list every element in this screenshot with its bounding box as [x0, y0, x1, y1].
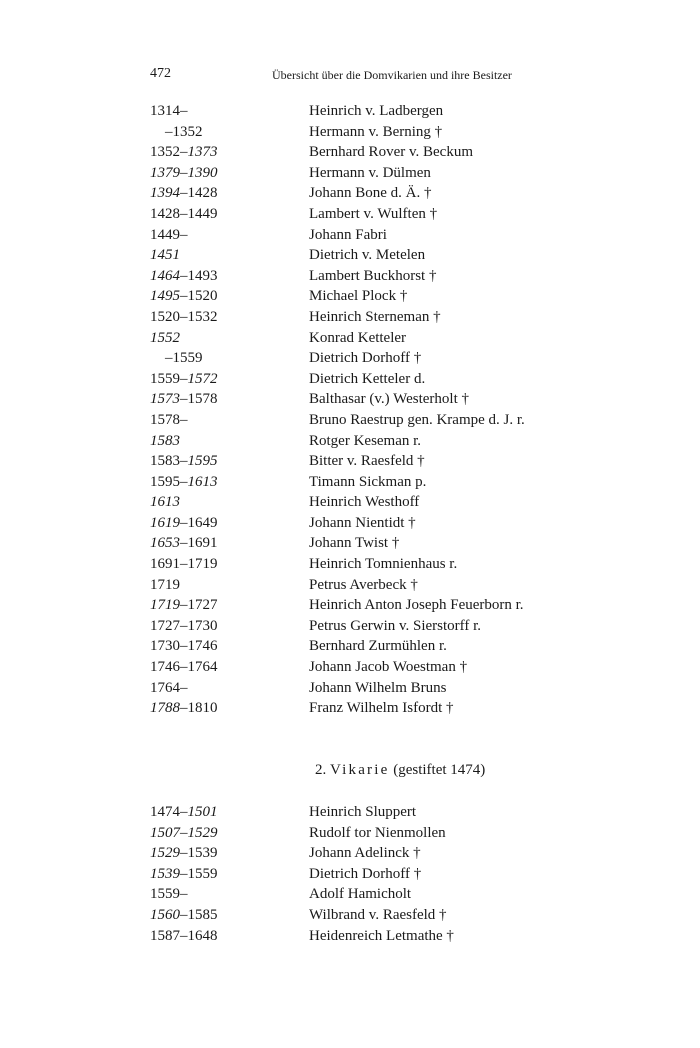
vicar-name: Johann Fabri: [309, 226, 387, 243]
vicar-name: Johann Twist †: [309, 535, 400, 552]
vicar-name: Bitter v. Raesfeld †: [309, 453, 425, 470]
vicar-name: Wilbrand v. Raesfeld †: [309, 906, 447, 923]
tenure-dates: [150, 843, 218, 864]
list-row: [0, 451, 700, 472]
tenure-dates: [150, 307, 218, 328]
date-part: 1595–: [150, 473, 188, 490]
tenure-dates: [150, 369, 218, 390]
date-part: 1428–1449: [150, 205, 218, 222]
date-part: –1578: [180, 391, 218, 408]
date-part: –1559: [180, 865, 218, 882]
list-row: [0, 513, 700, 534]
section-word: Vikarie: [330, 762, 390, 778]
list-row: [0, 616, 700, 637]
tenure-dates: [150, 864, 218, 885]
tenure-dates: [150, 513, 218, 534]
date-part: –1649: [180, 514, 218, 531]
tenure-dates: [150, 122, 203, 143]
list-row: [0, 905, 700, 926]
date-part-italic: 1495: [150, 288, 180, 305]
list-row: [0, 657, 700, 678]
date-part: 1352–: [150, 144, 188, 161]
date-part: 1314–: [150, 103, 188, 119]
date-part-italic: 1539: [150, 865, 180, 882]
list-row: [0, 472, 700, 493]
section-note: (gestiftet 1474): [393, 762, 486, 778]
tenure-dates: [150, 926, 218, 947]
list-row: [0, 225, 700, 246]
date-part-italic: 1573: [150, 391, 180, 408]
list-row: [0, 802, 700, 823]
date-part-italic: 1379–1390: [150, 164, 218, 181]
date-part-italic: 1619: [150, 514, 180, 531]
date-part-italic: 1560: [150, 906, 180, 923]
page-header: [150, 66, 560, 84]
tenure-dates: [150, 328, 180, 349]
vicar-name: Konrad Ketteler: [309, 329, 407, 346]
date-part-italic: 1613: [187, 473, 218, 490]
date-part: 1474–: [150, 804, 188, 820]
vicar-name: Timann Sickman p.: [309, 473, 427, 490]
vicar-name: Petrus Averbeck †: [309, 576, 418, 593]
tenure-dates: [150, 616, 218, 637]
date-part: –1428: [180, 185, 218, 202]
list-row: [0, 307, 700, 328]
list-row: [0, 348, 700, 369]
date-part: –1520: [180, 288, 218, 305]
vicar-name: Lambert Buckhorst †: [309, 267, 437, 284]
vicar-name: Rotger Keseman r.: [309, 432, 422, 449]
vicar-name: Johann Bone d. Ä. †: [309, 185, 432, 202]
list-row: [0, 575, 700, 596]
date-part: –1539: [180, 845, 218, 862]
tenure-dates: [150, 575, 180, 596]
date-part: 1746–1764: [150, 659, 218, 676]
vicar-name: Adolf Hamicholt: [309, 886, 412, 903]
list-row: [0, 122, 700, 143]
date-part: 1730–1746: [150, 638, 218, 655]
date-part-italic: 1373: [187, 144, 218, 161]
date-part: –1352: [150, 123, 203, 140]
list-row: [0, 492, 700, 513]
tenure-dates: [150, 389, 218, 410]
date-part-italic: 1583: [150, 432, 180, 449]
vicar-list-2: [0, 802, 700, 946]
tenure-dates: [150, 204, 218, 225]
list-row: [0, 266, 700, 287]
date-part: 1764–: [150, 679, 188, 696]
date-part-italic: 1507–1529: [150, 824, 218, 841]
vicar-name: Lambert v. Wulften †: [309, 205, 438, 222]
list-row: [0, 101, 700, 122]
list-row: [0, 533, 700, 554]
tenure-dates: [150, 225, 188, 246]
tenure-dates: [150, 657, 218, 678]
vicar-name: Johann Jacob Woestman †: [309, 659, 468, 676]
list-row: [0, 204, 700, 225]
date-part-italic: 1788: [150, 700, 180, 717]
tenure-dates: [150, 348, 203, 369]
tenure-dates: [150, 142, 218, 163]
date-part: 1719: [150, 576, 180, 593]
running-head: Übersicht über die Domvikarien und ihre Besitzer: [272, 68, 512, 82]
list-row: [0, 410, 700, 431]
tenure-dates: [150, 533, 218, 554]
list-row: [0, 864, 700, 885]
vicar-name: Bernhard Zurmühlen r.: [309, 638, 447, 655]
list-row: [0, 823, 700, 844]
date-part: 1520–1532: [150, 308, 218, 325]
tenure-dates: [150, 431, 180, 452]
date-part-italic: 1595: [187, 453, 218, 470]
tenure-dates: [150, 492, 180, 513]
vicar-name: Dietrich Dorhoff †: [309, 350, 422, 367]
date-part-italic: 1464: [150, 267, 180, 284]
vicar-name: Dietrich Dorhoff †: [309, 865, 422, 882]
tenure-dates: [150, 451, 218, 472]
tenure-dates: [150, 286, 218, 307]
date-part: –1810: [180, 700, 218, 717]
tenure-dates: [150, 554, 218, 575]
list-row: [0, 843, 700, 864]
list-row: [0, 431, 700, 452]
date-part: 1559–: [150, 370, 188, 387]
date-part-italic: 1394: [150, 185, 180, 202]
date-part: –1585: [180, 906, 218, 923]
date-part-italic: 1719: [150, 597, 180, 614]
section-heading: [315, 762, 485, 779]
date-part: 1578–: [150, 411, 188, 428]
vicar-name: Petrus Gerwin v. Sierstorff r.: [309, 617, 482, 634]
tenure-dates: [150, 678, 188, 699]
list-row: [0, 286, 700, 307]
date-part-italic: 1552: [150, 329, 180, 346]
vicar-name: Dietrich v. Metelen: [309, 247, 426, 264]
date-part: 1559–: [150, 886, 188, 903]
tenure-dates: [150, 823, 218, 844]
vicar-name: Heinrich Tomnienhaus r.: [309, 556, 458, 573]
date-part-italic: 1613: [150, 494, 180, 511]
date-part-italic: 1529: [150, 845, 180, 862]
vicar-name: Heinrich Sluppert: [309, 804, 417, 820]
date-part-italic: 1572: [187, 370, 218, 387]
tenure-dates: [150, 410, 188, 431]
date-part: 1587–1648: [150, 927, 218, 944]
tenure-dates: [150, 245, 180, 266]
tenure-dates: [150, 698, 218, 719]
vicar-name: Bernhard Rover v. Beckum: [309, 144, 473, 161]
date-part: 1727–1730: [150, 617, 218, 634]
date-part: –1691: [180, 535, 218, 552]
vicar-name: Johann Adelinck †: [309, 845, 421, 862]
tenure-dates: [150, 472, 218, 493]
list-row: [0, 884, 700, 905]
list-row: [0, 554, 700, 575]
vicar-name: Franz Wilhelm Isfordt †: [309, 700, 454, 717]
tenure-dates: [150, 163, 218, 184]
vicar-name: Heinrich v. Ladbergen: [309, 103, 444, 119]
list-row: [0, 698, 700, 719]
tenure-dates: [150, 595, 218, 616]
list-row: [0, 328, 700, 349]
date-part: –1559: [150, 350, 203, 367]
vicar-name: Hermann v. Berning †: [309, 123, 443, 140]
date-part-italic: 1451: [150, 247, 180, 264]
vicar-list-1: [0, 101, 700, 719]
tenure-dates: [150, 101, 188, 122]
vicar-name: Bruno Raestrup gen. Krampe d. J. r.: [309, 411, 525, 428]
list-row: [0, 369, 700, 390]
tenure-dates: [150, 266, 218, 287]
tenure-dates: [150, 802, 218, 823]
page-number: 472: [150, 66, 171, 81]
vicar-name: Heinrich Sterneman †: [309, 308, 441, 325]
vicar-name: Dietrich Ketteler d.: [309, 370, 426, 387]
vicar-name: Johann Nientidt †: [309, 514, 416, 531]
list-row: [0, 595, 700, 616]
date-part-italic: 1501: [187, 804, 218, 820]
list-row: [0, 389, 700, 410]
tenure-dates: [150, 636, 218, 657]
date-part-italic: 1653: [150, 535, 180, 552]
date-part: 1583–: [150, 453, 188, 470]
vicar-name: Rudolf tor Nienmollen: [309, 824, 446, 841]
vicar-name: Heinrich Westhoff: [309, 494, 420, 511]
section-number: 2.: [315, 762, 327, 778]
tenure-dates: [150, 183, 218, 204]
list-row: [0, 245, 700, 266]
vicar-name: Balthasar (v.) Westerholt †: [309, 391, 469, 408]
list-row: [0, 163, 700, 184]
date-part: 1449–: [150, 226, 188, 243]
list-row: [0, 678, 700, 699]
list-row: [0, 926, 700, 947]
vicar-name: Heidenreich Letmathe †: [309, 927, 454, 944]
date-part: –1727: [180, 597, 218, 614]
date-part: –1493: [180, 267, 218, 284]
tenure-dates: [150, 884, 188, 905]
vicar-name: Hermann v. Dülmen: [309, 164, 431, 181]
vicar-name: Michael Plock †: [309, 288, 408, 305]
list-row: [0, 636, 700, 657]
list-row: [0, 142, 700, 163]
tenure-dates: [150, 905, 218, 926]
vicar-name: Johann Wilhelm Bruns: [309, 679, 447, 696]
list-row: [0, 183, 700, 204]
vicar-name: Heinrich Anton Joseph Feuerborn r.: [309, 597, 524, 614]
date-part: 1691–1719: [150, 556, 218, 573]
